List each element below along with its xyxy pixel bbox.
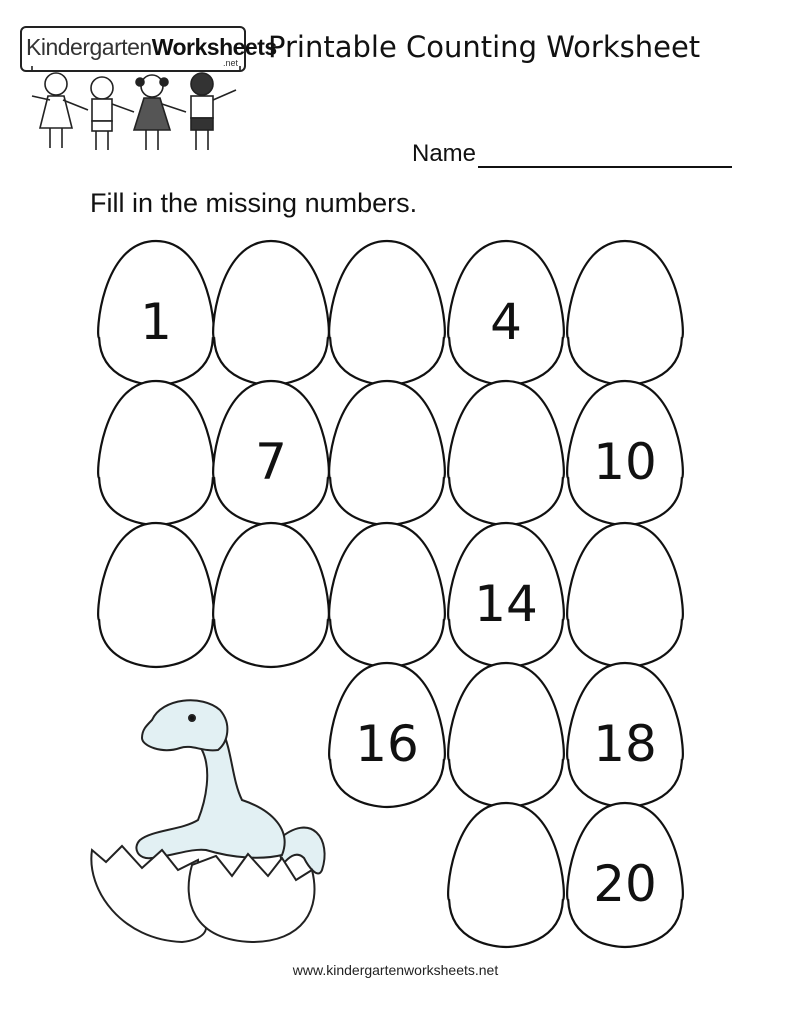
egg-outline [213, 523, 329, 667]
egg-1-5[interactable] [567, 241, 683, 385]
egg-outline [329, 241, 445, 385]
egg-number: 10 [593, 433, 657, 491]
egg-5-4[interactable] [448, 803, 564, 947]
egg-5-5 [567, 803, 683, 947]
egg-4-4[interactable] [448, 663, 564, 807]
footer-url: www.kindergartenworksheets.net [292, 962, 499, 978]
egg-number: 20 [593, 855, 657, 913]
name-label: Name [412, 140, 477, 167]
egg-2-5 [567, 381, 683, 525]
egg-outline [98, 523, 214, 667]
egg-1-4 [448, 241, 564, 385]
egg-outline [567, 241, 683, 385]
dinosaur-icon [136, 700, 324, 873]
egg-3-2[interactable] [213, 523, 329, 667]
egg-2-2 [213, 381, 329, 525]
logo-word-worksheets: Worksheets [151, 34, 277, 60]
egg-2-4[interactable] [448, 381, 564, 525]
logo-word-kindergarten: Kindergarten [26, 34, 152, 60]
egg-1-1 [98, 241, 214, 385]
egg-outline [448, 663, 564, 807]
egg-3-3[interactable] [329, 523, 445, 667]
egg-outline [329, 381, 445, 525]
egg-number: 18 [593, 715, 657, 773]
egg-number: 7 [255, 433, 287, 491]
egg-4-5 [567, 663, 683, 807]
cracked-eggshell-icon [91, 846, 314, 942]
egg-number: 14 [474, 575, 538, 633]
egg-2-1[interactable] [98, 381, 214, 525]
egg-outline [98, 381, 214, 525]
egg-3-4 [448, 523, 564, 667]
egg-outline [448, 381, 564, 525]
egg-number: 16 [355, 715, 419, 773]
egg-outline [448, 803, 564, 947]
egg-outline [213, 241, 329, 385]
egg-1-3[interactable] [329, 241, 445, 385]
egg-2-3[interactable] [329, 381, 445, 525]
egg-3-1[interactable] [98, 523, 214, 667]
logo-suffix: .net [222, 58, 238, 68]
egg-3-5[interactable] [567, 523, 683, 667]
egg-number: 1 [140, 293, 172, 351]
egg-outline [567, 523, 683, 667]
egg-number: 4 [490, 293, 522, 351]
instruction-text: Fill in the missing numbers. [90, 188, 418, 218]
egg-1-2[interactable] [213, 241, 329, 385]
dinosaur-hatching-illustration [82, 690, 352, 950]
egg-outline [329, 523, 445, 667]
worksheet-title: Printable Counting Worksheet [268, 30, 701, 64]
